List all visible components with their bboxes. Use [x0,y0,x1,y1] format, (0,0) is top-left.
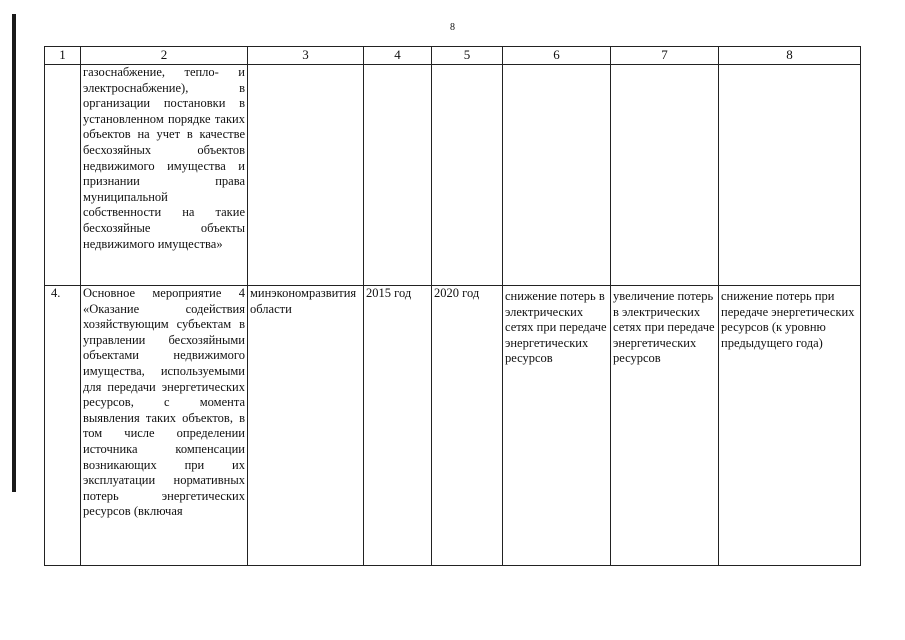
start-year-cell [364,65,432,286]
header-cell: 5 [432,47,503,65]
header-cell: 1 [45,47,81,65]
measure-description: Основное мероприятие 4 «Оказание содействия хозяйствующим субъектам в управлении бесхозяйными объектами недвижимого имущества, используемыми для передачи энергетических ресурсов, с момента выявления таких объектов, в том числе определении источника компенсации возникающих при их эксплуатации нормативных потерь энергетических ресурсов (включая [81,286,248,566]
header-cell: 7 [611,47,719,65]
header-cell: 3 [248,47,364,65]
scan-edge-bar [12,14,16,492]
result-cell-7 [611,65,719,286]
measures-table [44,46,861,566]
header-cell: 6 [503,47,611,65]
executor-cell [248,65,364,286]
table-row [45,286,861,566]
table-header-row [45,47,861,65]
page-number: 8 [450,22,455,33]
header-cell: 4 [364,47,432,65]
row-number: 4. [45,286,81,566]
row-number [45,65,81,286]
result-cell-8 [719,65,861,286]
result-cell-6 [503,65,611,286]
result-cell-7: увеличение потерь в электрических сетях при передаче энергетических ресурсов [611,286,719,566]
executor-cell: минэкономразвития области [248,286,364,566]
result-cell-8: снижение потерь при передаче энергетических ресурсов (к уровню предыдущего года) [719,286,861,566]
start-year-cell: 2015 год [364,286,432,566]
header-cell: 2 [81,47,248,65]
end-year-cell: 2020 год [432,286,503,566]
table-row [45,65,861,286]
result-cell-6: снижение потерь в электрических сетях при передаче энергетических ресурсов [503,286,611,566]
header-cell: 8 [719,47,861,65]
measure-description: газоснабжение, тепло- и электроснабжение), в организации постановки в установленном порядке таких объектов на учет в качестве бесхозяйных объектов недвижимого имущества и признании права муниципальной собственности на такие бесхозяйные объекты недвижимого имущества» [81,65,248,286]
end-year-cell [432,65,503,286]
